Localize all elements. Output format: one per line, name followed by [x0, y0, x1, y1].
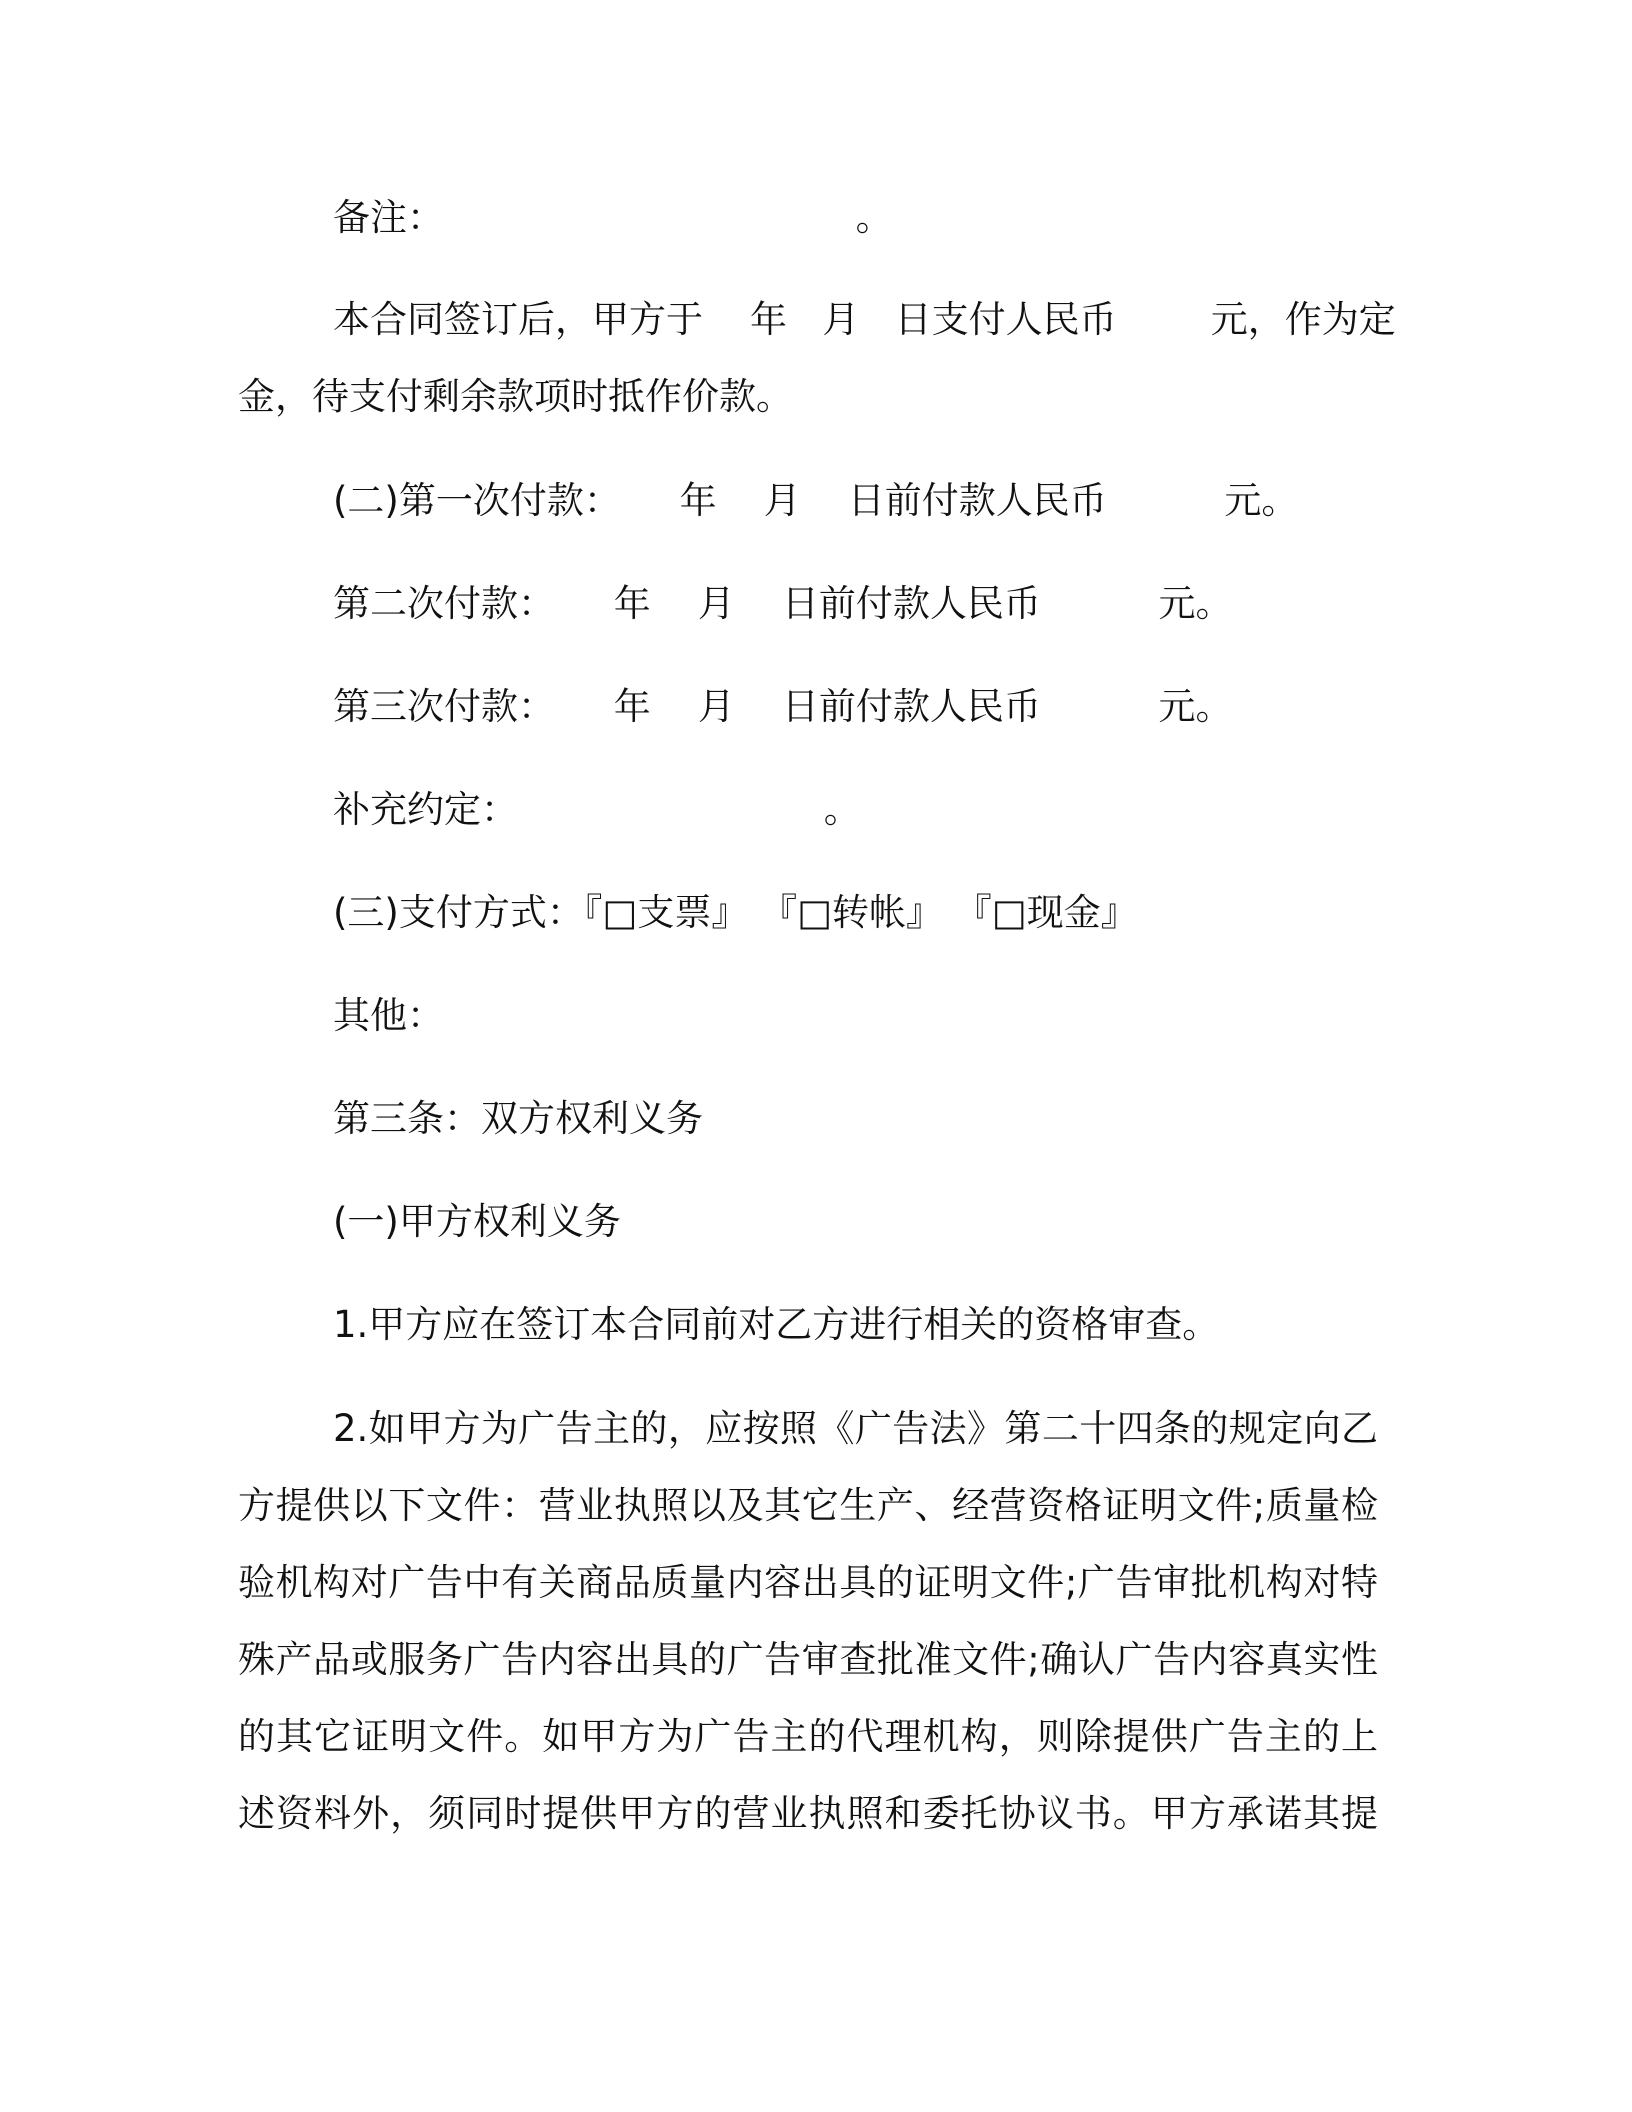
item-2-line-1: 2.如甲方为广告主的，应按照《广告法》第二十四条的规定向乙: [333, 1407, 1378, 1450]
other-line: 其他：: [333, 994, 444, 1037]
item-2-line-2: 方提供以下文件：营业执照以及其它生产、经营资格证明文件;质量检: [238, 1484, 1378, 1527]
item-2-line-5: 的其它证明文件。如甲方为广告主的代理机构，则除提供广告主的上: [238, 1715, 1378, 1758]
deposit-line-2: 金，待支付剩余款项时抵作价款。: [238, 375, 793, 418]
supplementary-agreement-line: 补充约定： 。: [333, 788, 861, 831]
item-2-line-6: 述资料外，须同时提供甲方的营业执照和委托协议书。甲方承诺其提: [238, 1792, 1378, 1835]
party-a-rights-heading: (一)甲方权利义务: [333, 1200, 621, 1243]
second-payment-line: 第二次付款： 年 月 日前付款人民币 元。: [333, 582, 1233, 625]
item-2-line-4: 殊产品或服务广告内容出具的广告审查批准文件;确认广告内容真实性: [238, 1638, 1378, 1681]
deposit-line-1: 本合同签订后，甲方于 年 月 日支付人民币 元，作为定: [333, 298, 1396, 341]
remarks-line: 备注： 。: [333, 196, 893, 239]
article-three-heading: 第三条：双方权利义务: [333, 1097, 703, 1140]
first-payment-line: (二)第一次付款： 年 月 日前付款人民币 元。: [333, 479, 1299, 522]
third-payment-line: 第三次付款： 年 月 日前付款人民币 元。: [333, 685, 1233, 728]
item-2-line-3: 验机构对广告中有关商品质量内容出具的证明文件;广告审批机构对特: [238, 1561, 1378, 1604]
payment-method-line: (三)支付方式：『□支票』 『□转帐』 『□现金』: [333, 891, 1138, 934]
item-1-paragraph: 1.甲方应在签订本合同前对乙方进行相关的资格审查。: [333, 1303, 1220, 1346]
